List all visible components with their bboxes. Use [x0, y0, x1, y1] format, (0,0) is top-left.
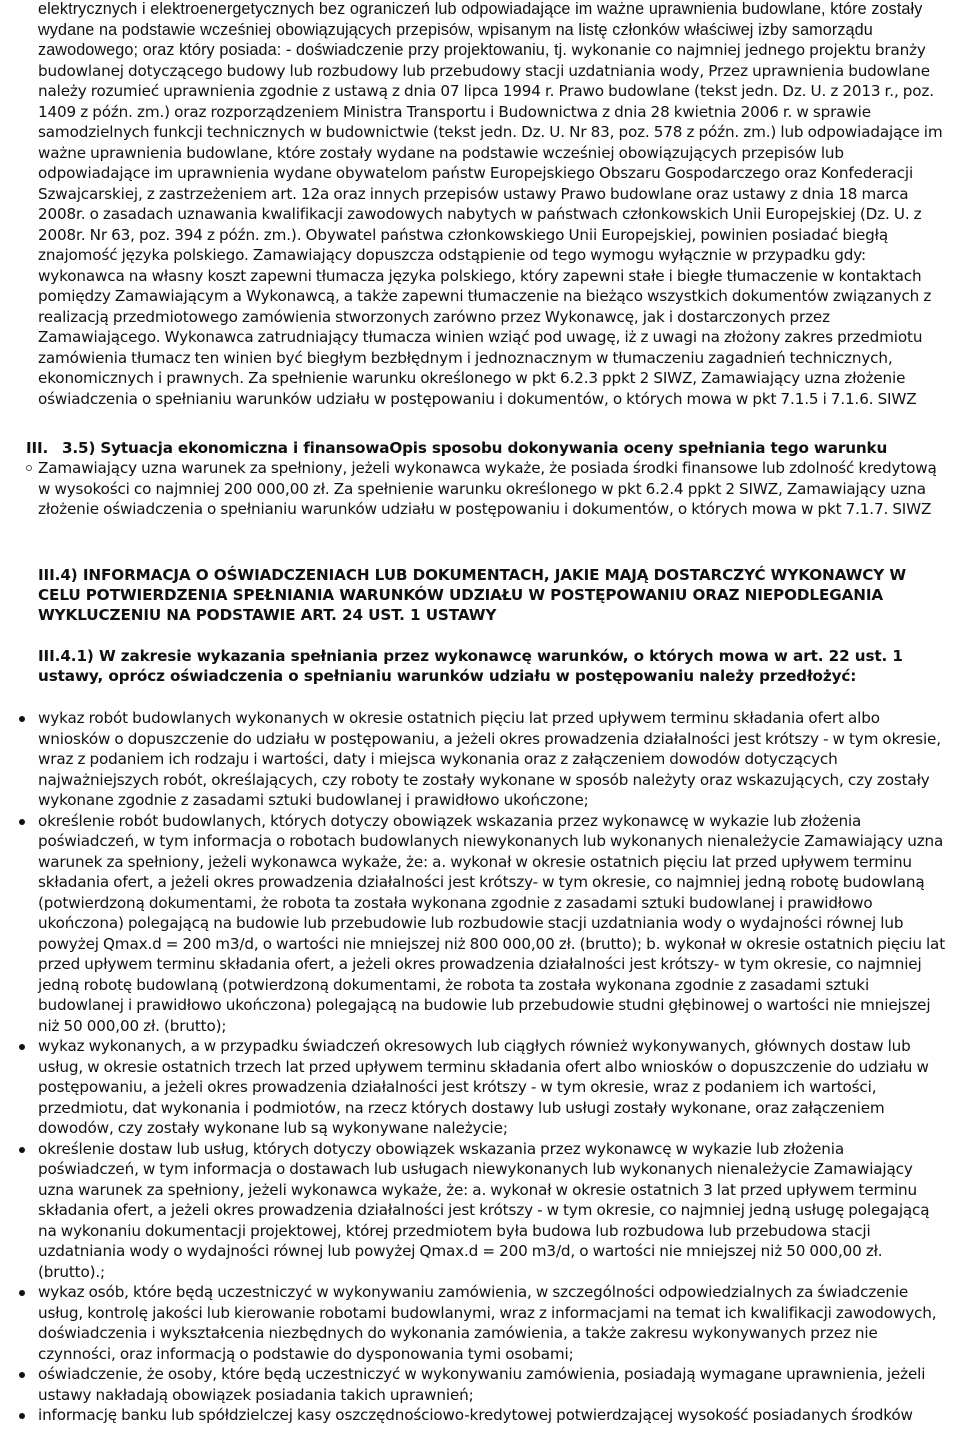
- section-41-heading: III.4.1) W zakresie wykazania spełniania przez wykonawcę warunków, o których mowa w art. 22 ust. 1 ustawy, oprócz oświadczenia o spełnianiu warunków udziału w postępowaniu należy przedłożyć:: [38, 647, 903, 685]
- list-item: [38, 811, 946, 1037]
- section-35-heading: [26, 438, 946, 459]
- bullet-icon: [19, 1147, 25, 1153]
- section-4-heading: III.4) INFORMACJA O OŚWIADCZENIACH LUB DOKUMENTACH, JAKIE MAJĄ DOSTARCZYĆ WYKONAWCY W CELU POTWIERDZENIA SPEŁNIANIA WARUNKÓW UDZIAŁU W POSTĘPOWANIU ORAZ NIEPODLEGANIA WYKLUCZENIU NA PODSTAWIE ART. 24 UST. 1 USTAWY: [38, 566, 907, 624]
- section-35-prefix: III.: [26, 439, 49, 457]
- intro-part1: elektrycznych i elektroenergetycznych bez ograniczeń lub odpowiadające im ważne uprawnienia budowlane, które zostały wydane na podstawie wcześniej obowiązujących przepisów, wpisanym na listę członków właściwej izby samorządu zawodowego; oraz który posiada: - doświadczenie przy projektowaniu, tj.: [38, 0, 923, 59]
- bullet-icon: [19, 1372, 25, 1378]
- list-item-text: wykaz osób, które będą uczestniczyć w wykonywaniu zamówienia, w szczególności odpowiedzialnych za świadczenie usług, kontrolę jakości lub kierowanie robotami budowlanymi, wraz z informacjami na temat ich kwalifikacji zawodowych, doświadczenia i wykształcenia niezbędnych do wykonania zamówienia, a także zakresu wykonywanych przez nie czynności, oraz informacją o podstawie do dysponowania tymi osobami;: [38, 1283, 937, 1363]
- section-35-body: Zamawiający uzna warunek za spełniony, jeżeli wykonawca wykaże, że posiada środki finansowe lub zdolność kredytową w wysokości co najmniej 200 000,00 zł. Za spełnienie warunku określonego w pkt 6.2.4 ppkt 2 SIWZ, Zamawiający uzna złożenie oświadczenia o spełnianiu warunków udziału w postępowaniu i dokumentów, o których mowa w pkt 7.1.7. SIWZ: [38, 459, 937, 518]
- list-item: [38, 1036, 946, 1139]
- list-item: [38, 708, 946, 811]
- intro-paragraph: [38, 0, 946, 409]
- intro-part2: wykonanie co najmniej jednego projektu branży budowlanej dotyczącego budowy lub rozbudowy lub przebudowy stacji uzdatniania wody, Przez uprawnienia budowlane należy rozumieć uprawnienia zgodnie z ustawą z dnia 07 lipca 1994 r. Prawo budowlane (tekst jedn. Dz. U. z 2013 r., poz. 1409 z późn. zm.) oraz rozporządzeniem Ministra Transportu i Budownictwa z dnia 28 kwietnia 2006 r. w sprawie samodzielnych funkcji technicznych w budownictwie (tekst jedn. Dz. U. Nr 83, poz. 578 z późn. zm.) lub odpowiadające im ważne uprawnienia budowlane, które zostały wydane na podstawie wcześniej obowiązujących przepisów lub odpowiadające im uprawnienia wydane obywatelom państw Europejskiego Obszaru Gospodarczego oraz Konfederacji Szwajcarskiej, z zastrzeżeniem art. 12a oraz innych przepisów ustawy Prawo budowlane oraz ustawy z dnia 18 marca 2008r. o zasadach uznawania kwalifikacji zawodowych nabytych w państwach członkowskich Unii Europejskiej (Dz. U. z 2008r. Nr 63, poz. 394 z późn. zm.). Obywatel państwa członkowskiego Unii Europejskiej, powinien posiadać biegłą znajomość języka polskiego. Zamawiający dopuszcza odstąpienie od tego wymogu wyłącznie w przypadku gdy: wykonawca na własny koszt zapewni tłumacza języka polskiego, który zapewni stałe i biegłe tłumaczenie w kontaktach pomiędzy Zamawiającym a Wykonawcą, a także zapewni tłumaczenie na bieżąco wszystkich dokumentów związanych z realizacją przedmiotowego zamówienia stworzonych zarówno przez Wykonawcę, jak i dostarczonych przez Zamawiającego. Wykonawca zatrudniający tłumacza winien wziąć pod uwagę, iż z uwagi na złożony zakres przedmiotu zamówienia tłumacz ten winien być biegłym bezbłędnym i jednoznacznym w tłumaczeniu zagadnień technicznych, ekonomicznych i prawnych. Za spełnienie warunku określonego w pkt 6.2.3 ppkt 2 SIWZ, Zamawiający uzna złożenie oświadczenia o spełnianiu warunków udziału w postępowaniu i dokumentów, o których mowa w pkt 7.1.5 i 7.1.6. SIWZ: [38, 41, 943, 408]
- requirements-list: [38, 708, 946, 1426]
- bullet-icon: [19, 1290, 25, 1296]
- list-item: [38, 1282, 946, 1364]
- list-item: [38, 1364, 946, 1405]
- list-item-text: informację banku lub spółdzielczej kasy oszczędnościowo-kredytowej potwierdzającej wysokość posiadanych środków: [38, 1406, 913, 1424]
- bullet-icon: [19, 819, 25, 825]
- list-item-text: określenie robót budowlanych, których dotyczy obowiązek wskazania przez wykonawcę w wykazie lub złożenia poświadczeń, w tym informacja o robotach budowlanych niewykonanych lub wykonanych nienależycie Zamawiający uzna warunek za spełniony, jeżeli wykonawca wykaże, że: a. wykonał w okresie ostatnich pięciu lat przed upływem terminu składania ofert, a jeżeli okres prowadzenia działalności jest krótszy- w tym okresie, co najmniej jedną robotę budowlaną (potwierdzoną dokumentami, że robota ta została wykonana zgodnie z zasadami sztuki budowlanej i prawidłowo ukończona) polegającą na budowie lub przebudowie lub rozbudowie stacji uzdatniania wody o wydajności równej lub powyżej Qmax.d = 200 m3/d, o wartości nie mniejszej niż 800 000,00 zł. (brutto); b. wykonał w okresie ostatnich pięciu lat przed upływem terminu składania ofert, a jeżeli okres prowadzenia działalności jest krótszy- w tym okresie, co najmniej jedną robotę budowlaną (potwierdzoną dokumentami, że robota ta została wykonana zgodnie z zasadami sztuki budowlanej i prawidłowo ukończona) polegającą na budowie lub przebudowie studni głębinowej o wartości nie mniejszej niż 50 000,00 zł. (brutto);: [38, 811, 946, 1035]
- list-item-text: wykaz wykonanych, a w przypadku świadczeń okresowych lub ciągłych również wykonywanych, głównych dostaw lub usług, w okresie ostatnich trzech lat przed upływem terminu składania ofert albo wniosków o dopuszczenie do udziału w postępowaniu, a jeżeli okres prowadzenia działalności jest krótszy - w tym okresie, wraz z podaniem ich wartości, przedmiotu, dat wykonania i podmiotów, na rzecz których dostawy lub usługi zostały wykonane, oraz załączeniem dowodów, czy zostały wykonane lub są wykonywane należycie;: [38, 1037, 929, 1137]
- list-item-text: wykaz robót budowlanych wykonanych w okresie ostatnich pięciu lat przed upływem terminu składania ofert albo wniosków o dopuszczenie do udziału w postępowaniu, a jeżeli okres prowadzenia działalności jest krótszy - w tym okresie, wraz z podaniem ich rodzaju i wartości, daty i miejsca wykonania oraz z załączeniem dowodów dotyczących najważniejszych robót, określających, czy roboty te zostały wykonane w sposób należyty oraz wskazujących, czy zostały wykonane zgodnie z zasadami sztuki budowlanej i prawidłowo ukończone;: [38, 709, 941, 809]
- list-item: [38, 1139, 946, 1283]
- bullet-icon: [19, 716, 25, 722]
- list-item-text: określenie dostaw lub usług, których dotyczy obowiązek wskazania przez wykonawcę w wykazie lub złożenia poświadczeń, w tym informacja o dostawach lub usługach niewykonanych lub wykonanych nienależycie Zamawiający uzna warunek za spełniony, jeżeli wykonawca wykaże, że: a. wykonał w okresie ostatnich 3 lat przed upływem terminu składania ofert, a jeżeli okres prowadzenia działalności jest krótszy - w tym okresie, co najmniej jedną usługę polegającą na wykonaniu dokumentacji projektowej, której przedmiotem była budowa lub rozbudowa lub przebudowa stacji uzdatniania wody o wydajności równej lub powyżej Qmax.d = 200 m3/d, o wartości nie mniejszej niż 50 000,00 zł. (brutto).;: [38, 1139, 930, 1281]
- list-item: [38, 1405, 946, 1426]
- bullet-icon: [19, 1044, 25, 1050]
- hollow-ring-icon: [26, 465, 32, 471]
- section-35-title: 3.5) Sytuacja ekonomiczna i finansowaOpis sposobu dokonywania oceny spełniania tego warunku: [62, 439, 888, 457]
- list-item-text: oświadczenie, że osoby, które będą uczestniczyć w wykonywaniu zamówienia, posiadają wymagane uprawnienia, jeżeli ustawy nakładają obowiązek posiadania takich uprawnień;: [38, 1365, 926, 1404]
- bullet-icon: [19, 1413, 25, 1419]
